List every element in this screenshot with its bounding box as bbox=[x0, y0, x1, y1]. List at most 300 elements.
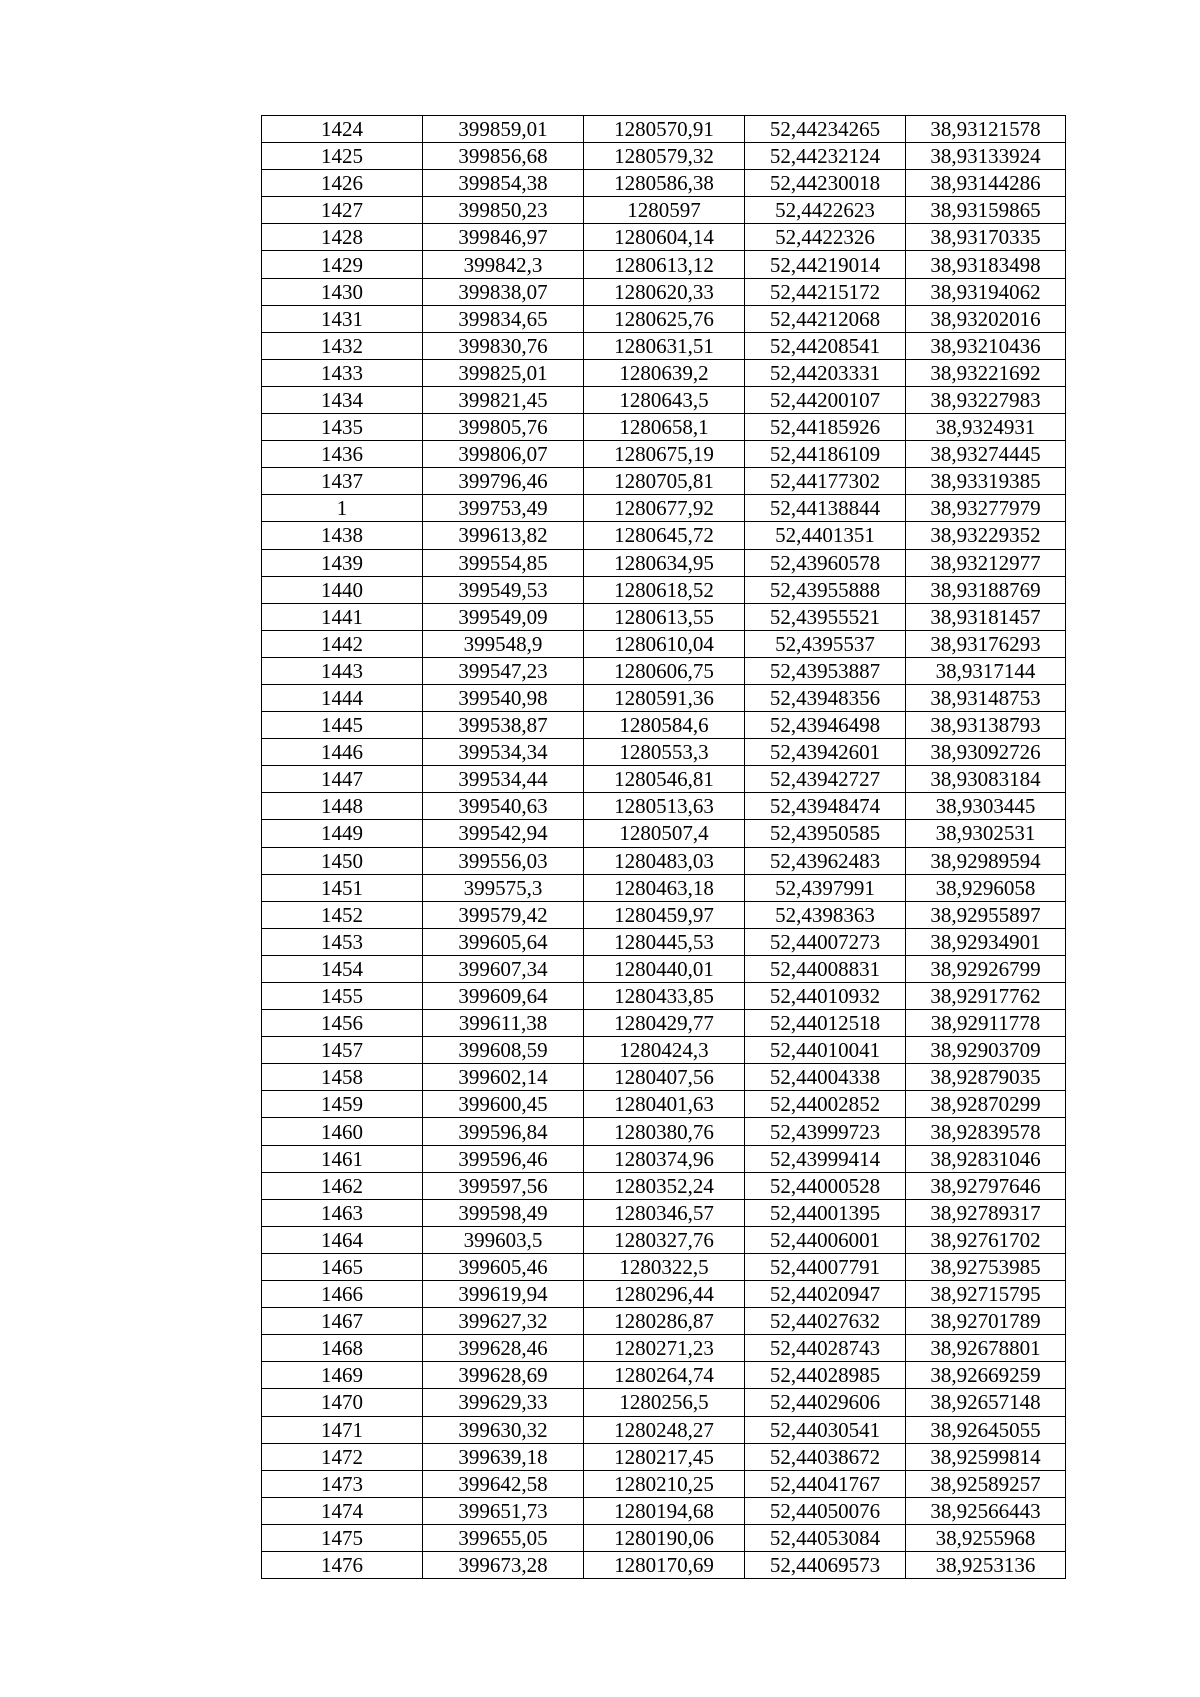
point-number-cell: 1469 bbox=[262, 1362, 423, 1389]
point-number-cell: 1425 bbox=[262, 143, 423, 170]
point-number-cell: 1426 bbox=[262, 170, 423, 197]
table-row bbox=[262, 1524, 1066, 1551]
latitude-cell: 52,44185926 bbox=[745, 414, 906, 441]
y-coordinate-cell: 1280513,63 bbox=[584, 793, 745, 820]
y-coordinate-cell: 1280677,92 bbox=[584, 495, 745, 522]
y-coordinate-cell: 1280606,75 bbox=[584, 657, 745, 684]
table-row bbox=[262, 955, 1066, 982]
longitude-cell: 38,93121578 bbox=[906, 116, 1066, 143]
x-coordinate-cell: 399554,85 bbox=[423, 549, 584, 576]
y-coordinate-cell: 1280507,4 bbox=[584, 820, 745, 847]
longitude-cell: 38,9317144 bbox=[906, 657, 1066, 684]
y-coordinate-cell: 1280463,18 bbox=[584, 874, 745, 901]
y-coordinate-cell: 1280553,3 bbox=[584, 739, 745, 766]
x-coordinate-cell: 399549,53 bbox=[423, 576, 584, 603]
table-row bbox=[262, 983, 1066, 1010]
latitude-cell: 52,44212068 bbox=[745, 305, 906, 332]
table-row bbox=[262, 441, 1066, 468]
longitude-cell: 38,93194062 bbox=[906, 278, 1066, 305]
y-coordinate-cell: 1280264,74 bbox=[584, 1362, 745, 1389]
x-coordinate-cell: 399806,07 bbox=[423, 441, 584, 468]
point-number-cell: 1466 bbox=[262, 1281, 423, 1308]
x-coordinate-cell: 399600,45 bbox=[423, 1091, 584, 1118]
y-coordinate-cell: 1280705,81 bbox=[584, 468, 745, 495]
table-row bbox=[262, 1335, 1066, 1362]
y-coordinate-cell: 1280271,23 bbox=[584, 1335, 745, 1362]
coordinates-table bbox=[261, 115, 1066, 1579]
point-number-cell: 1448 bbox=[262, 793, 423, 820]
longitude-cell: 38,93138793 bbox=[906, 712, 1066, 739]
latitude-cell: 52,44234265 bbox=[745, 116, 906, 143]
y-coordinate-cell: 1280322,5 bbox=[584, 1253, 745, 1280]
point-number-cell: 1471 bbox=[262, 1416, 423, 1443]
x-coordinate-cell: 399598,49 bbox=[423, 1199, 584, 1226]
x-coordinate-cell: 399655,05 bbox=[423, 1524, 584, 1551]
table-row bbox=[262, 1389, 1066, 1416]
point-number-cell: 1429 bbox=[262, 251, 423, 278]
table-row bbox=[262, 522, 1066, 549]
table-row bbox=[262, 874, 1066, 901]
longitude-cell: 38,92831046 bbox=[906, 1145, 1066, 1172]
point-number-cell: 1444 bbox=[262, 684, 423, 711]
y-coordinate-cell: 1280459,97 bbox=[584, 901, 745, 928]
longitude-cell: 38,93092726 bbox=[906, 739, 1066, 766]
table-row bbox=[262, 630, 1066, 657]
latitude-cell: 52,43946498 bbox=[745, 712, 906, 739]
y-coordinate-cell: 1280170,69 bbox=[584, 1551, 745, 1578]
longitude-cell: 38,93188769 bbox=[906, 576, 1066, 603]
y-coordinate-cell: 1280675,19 bbox=[584, 441, 745, 468]
longitude-cell: 38,92989594 bbox=[906, 847, 1066, 874]
latitude-cell: 52,44007273 bbox=[745, 928, 906, 955]
x-coordinate-cell: 399838,07 bbox=[423, 278, 584, 305]
longitude-cell: 38,93202016 bbox=[906, 305, 1066, 332]
longitude-cell: 38,93183498 bbox=[906, 251, 1066, 278]
table-row bbox=[262, 359, 1066, 386]
longitude-cell: 38,92903709 bbox=[906, 1037, 1066, 1064]
point-number-cell: 1475 bbox=[262, 1524, 423, 1551]
x-coordinate-cell: 399596,46 bbox=[423, 1145, 584, 1172]
table-row bbox=[262, 332, 1066, 359]
point-number-cell: 1457 bbox=[262, 1037, 423, 1064]
table-row bbox=[262, 170, 1066, 197]
table-row bbox=[262, 1118, 1066, 1145]
y-coordinate-cell: 1280586,38 bbox=[584, 170, 745, 197]
latitude-cell: 52,44177302 bbox=[745, 468, 906, 495]
longitude-cell: 38,93210436 bbox=[906, 332, 1066, 359]
x-coordinate-cell: 399607,34 bbox=[423, 955, 584, 982]
point-number-cell: 1446 bbox=[262, 739, 423, 766]
x-coordinate-cell: 399605,46 bbox=[423, 1253, 584, 1280]
latitude-cell: 52,4398363 bbox=[745, 901, 906, 928]
x-coordinate-cell: 399856,68 bbox=[423, 143, 584, 170]
point-number-cell: 1465 bbox=[262, 1253, 423, 1280]
point-number-cell: 1454 bbox=[262, 955, 423, 982]
latitude-cell: 52,4395537 bbox=[745, 630, 906, 657]
longitude-cell: 38,92566443 bbox=[906, 1497, 1066, 1524]
longitude-cell: 38,9303445 bbox=[906, 793, 1066, 820]
table-row bbox=[262, 712, 1066, 739]
point-number-cell: 1431 bbox=[262, 305, 423, 332]
longitude-cell: 38,92761702 bbox=[906, 1226, 1066, 1253]
y-coordinate-cell: 1280613,55 bbox=[584, 603, 745, 630]
latitude-cell: 52,44186109 bbox=[745, 441, 906, 468]
y-coordinate-cell: 1280440,01 bbox=[584, 955, 745, 982]
x-coordinate-cell: 399547,23 bbox=[423, 657, 584, 684]
y-coordinate-cell: 1280346,57 bbox=[584, 1199, 745, 1226]
longitude-cell: 38,92715795 bbox=[906, 1281, 1066, 1308]
x-coordinate-cell: 399821,45 bbox=[423, 386, 584, 413]
table-row bbox=[262, 847, 1066, 874]
table-row bbox=[262, 116, 1066, 143]
x-coordinate-cell: 399540,63 bbox=[423, 793, 584, 820]
table-row bbox=[262, 1010, 1066, 1037]
latitude-cell: 52,44069573 bbox=[745, 1551, 906, 1578]
point-number-cell: 1 bbox=[262, 495, 423, 522]
table-row bbox=[262, 603, 1066, 630]
x-coordinate-cell: 399549,09 bbox=[423, 603, 584, 630]
latitude-cell: 52,44215172 bbox=[745, 278, 906, 305]
latitude-cell: 52,43953887 bbox=[745, 657, 906, 684]
point-number-cell: 1473 bbox=[262, 1470, 423, 1497]
x-coordinate-cell: 399830,76 bbox=[423, 332, 584, 359]
point-number-cell: 1436 bbox=[262, 441, 423, 468]
x-coordinate-cell: 399630,32 bbox=[423, 1416, 584, 1443]
point-number-cell: 1445 bbox=[262, 712, 423, 739]
table-row bbox=[262, 1145, 1066, 1172]
latitude-cell: 52,44028743 bbox=[745, 1335, 906, 1362]
point-number-cell: 1458 bbox=[262, 1064, 423, 1091]
point-number-cell: 1452 bbox=[262, 901, 423, 928]
x-coordinate-cell: 399608,59 bbox=[423, 1037, 584, 1064]
table-row bbox=[262, 1497, 1066, 1524]
longitude-cell: 38,92955897 bbox=[906, 901, 1066, 928]
latitude-cell: 52,44008831 bbox=[745, 955, 906, 982]
latitude-cell: 52,44230018 bbox=[745, 170, 906, 197]
x-coordinate-cell: 399619,94 bbox=[423, 1281, 584, 1308]
latitude-cell: 52,4401351 bbox=[745, 522, 906, 549]
point-number-cell: 1459 bbox=[262, 1091, 423, 1118]
x-coordinate-cell: 399834,65 bbox=[423, 305, 584, 332]
point-number-cell: 1470 bbox=[262, 1389, 423, 1416]
longitude-cell: 38,93144286 bbox=[906, 170, 1066, 197]
latitude-cell: 52,43962483 bbox=[745, 847, 906, 874]
y-coordinate-cell: 1280407,56 bbox=[584, 1064, 745, 1091]
table-row bbox=[262, 251, 1066, 278]
table-row bbox=[262, 766, 1066, 793]
point-number-cell: 1456 bbox=[262, 1010, 423, 1037]
latitude-cell: 52,43948474 bbox=[745, 793, 906, 820]
latitude-cell: 52,43960578 bbox=[745, 549, 906, 576]
x-coordinate-cell: 399805,76 bbox=[423, 414, 584, 441]
y-coordinate-cell: 1280194,68 bbox=[584, 1497, 745, 1524]
longitude-cell: 38,92797646 bbox=[906, 1172, 1066, 1199]
table-row bbox=[262, 143, 1066, 170]
point-number-cell: 1460 bbox=[262, 1118, 423, 1145]
latitude-cell: 52,44041767 bbox=[745, 1470, 906, 1497]
table-row bbox=[262, 793, 1066, 820]
table-row bbox=[262, 1470, 1066, 1497]
x-coordinate-cell: 399538,87 bbox=[423, 712, 584, 739]
longitude-cell: 38,93148753 bbox=[906, 684, 1066, 711]
x-coordinate-cell: 399627,32 bbox=[423, 1308, 584, 1335]
x-coordinate-cell: 399534,44 bbox=[423, 766, 584, 793]
point-number-cell: 1435 bbox=[262, 414, 423, 441]
latitude-cell: 52,44200107 bbox=[745, 386, 906, 413]
point-number-cell: 1437 bbox=[262, 468, 423, 495]
latitude-cell: 52,44219014 bbox=[745, 251, 906, 278]
point-number-cell: 1455 bbox=[262, 983, 423, 1010]
y-coordinate-cell: 1280658,1 bbox=[584, 414, 745, 441]
point-number-cell: 1476 bbox=[262, 1551, 423, 1578]
table-row bbox=[262, 224, 1066, 251]
latitude-cell: 52,44020947 bbox=[745, 1281, 906, 1308]
longitude-cell: 38,92657148 bbox=[906, 1389, 1066, 1416]
x-coordinate-cell: 399850,23 bbox=[423, 197, 584, 224]
table-row bbox=[262, 197, 1066, 224]
latitude-cell: 52,44203331 bbox=[745, 359, 906, 386]
longitude-cell: 38,9253136 bbox=[906, 1551, 1066, 1578]
latitude-cell: 52,44138844 bbox=[745, 495, 906, 522]
x-coordinate-cell: 399651,73 bbox=[423, 1497, 584, 1524]
table-row bbox=[262, 1091, 1066, 1118]
point-number-cell: 1449 bbox=[262, 820, 423, 847]
y-coordinate-cell: 1280643,5 bbox=[584, 386, 745, 413]
y-coordinate-cell: 1280190,06 bbox=[584, 1524, 745, 1551]
table-row bbox=[262, 1199, 1066, 1226]
point-number-cell: 1430 bbox=[262, 278, 423, 305]
latitude-cell: 52,4422623 bbox=[745, 197, 906, 224]
point-number-cell: 1438 bbox=[262, 522, 423, 549]
table-row bbox=[262, 1443, 1066, 1470]
longitude-cell: 38,93159865 bbox=[906, 197, 1066, 224]
point-number-cell: 1451 bbox=[262, 874, 423, 901]
y-coordinate-cell: 1280248,27 bbox=[584, 1416, 745, 1443]
x-coordinate-cell: 399642,58 bbox=[423, 1470, 584, 1497]
table-row bbox=[262, 576, 1066, 603]
point-number-cell: 1474 bbox=[262, 1497, 423, 1524]
y-coordinate-cell: 1280579,32 bbox=[584, 143, 745, 170]
latitude-cell: 52,43948356 bbox=[745, 684, 906, 711]
longitude-cell: 38,93274445 bbox=[906, 441, 1066, 468]
table-row bbox=[262, 1551, 1066, 1578]
y-coordinate-cell: 1280327,76 bbox=[584, 1226, 745, 1253]
latitude-cell: 52,44038672 bbox=[745, 1443, 906, 1470]
x-coordinate-cell: 399842,3 bbox=[423, 251, 584, 278]
point-number-cell: 1439 bbox=[262, 549, 423, 576]
point-number-cell: 1427 bbox=[262, 197, 423, 224]
x-coordinate-cell: 399628,46 bbox=[423, 1335, 584, 1362]
longitude-cell: 38,92911778 bbox=[906, 1010, 1066, 1037]
y-coordinate-cell: 1280620,33 bbox=[584, 278, 745, 305]
x-coordinate-cell: 399854,38 bbox=[423, 170, 584, 197]
latitude-cell: 52,44030541 bbox=[745, 1416, 906, 1443]
latitude-cell: 52,44029606 bbox=[745, 1389, 906, 1416]
point-number-cell: 1453 bbox=[262, 928, 423, 955]
y-coordinate-cell: 1280429,77 bbox=[584, 1010, 745, 1037]
latitude-cell: 52,44002852 bbox=[745, 1091, 906, 1118]
point-number-cell: 1433 bbox=[262, 359, 423, 386]
x-coordinate-cell: 399673,28 bbox=[423, 1551, 584, 1578]
latitude-cell: 52,44050076 bbox=[745, 1497, 906, 1524]
longitude-cell: 38,92839578 bbox=[906, 1118, 1066, 1145]
longitude-cell: 38,92926799 bbox=[906, 955, 1066, 982]
y-coordinate-cell: 1280483,03 bbox=[584, 847, 745, 874]
longitude-cell: 38,92645055 bbox=[906, 1416, 1066, 1443]
longitude-cell: 38,9302531 bbox=[906, 820, 1066, 847]
latitude-cell: 52,44028985 bbox=[745, 1362, 906, 1389]
y-coordinate-cell: 1280380,76 bbox=[584, 1118, 745, 1145]
y-coordinate-cell: 1280546,81 bbox=[584, 766, 745, 793]
latitude-cell: 52,43955888 bbox=[745, 576, 906, 603]
y-coordinate-cell: 1280584,6 bbox=[584, 712, 745, 739]
longitude-cell: 38,93227983 bbox=[906, 386, 1066, 413]
point-number-cell: 1440 bbox=[262, 576, 423, 603]
x-coordinate-cell: 399628,69 bbox=[423, 1362, 584, 1389]
point-number-cell: 1432 bbox=[262, 332, 423, 359]
latitude-cell: 52,44053084 bbox=[745, 1524, 906, 1551]
longitude-cell: 38,93229352 bbox=[906, 522, 1066, 549]
latitude-cell: 52,44012518 bbox=[745, 1010, 906, 1037]
table-row bbox=[262, 305, 1066, 332]
x-coordinate-cell: 399540,98 bbox=[423, 684, 584, 711]
y-coordinate-cell: 1280591,36 bbox=[584, 684, 745, 711]
y-coordinate-cell: 1280634,95 bbox=[584, 549, 745, 576]
x-coordinate-cell: 399605,64 bbox=[423, 928, 584, 955]
y-coordinate-cell: 1280445,53 bbox=[584, 928, 745, 955]
longitude-cell: 38,92917762 bbox=[906, 983, 1066, 1010]
x-coordinate-cell: 399603,5 bbox=[423, 1226, 584, 1253]
y-coordinate-cell: 1280256,5 bbox=[584, 1389, 745, 1416]
y-coordinate-cell: 1280625,76 bbox=[584, 305, 745, 332]
latitude-cell: 52,43942601 bbox=[745, 739, 906, 766]
longitude-cell: 38,92678801 bbox=[906, 1335, 1066, 1362]
table-row bbox=[262, 1362, 1066, 1389]
latitude-cell: 52,43942727 bbox=[745, 766, 906, 793]
table-row bbox=[262, 1172, 1066, 1199]
latitude-cell: 52,4422326 bbox=[745, 224, 906, 251]
point-number-cell: 1467 bbox=[262, 1308, 423, 1335]
point-number-cell: 1464 bbox=[262, 1226, 423, 1253]
point-number-cell: 1450 bbox=[262, 847, 423, 874]
point-number-cell: 1428 bbox=[262, 224, 423, 251]
y-coordinate-cell: 1280296,44 bbox=[584, 1281, 745, 1308]
longitude-cell: 38,93221692 bbox=[906, 359, 1066, 386]
longitude-cell: 38,93277979 bbox=[906, 495, 1066, 522]
table-row bbox=[262, 414, 1066, 441]
point-number-cell: 1472 bbox=[262, 1443, 423, 1470]
latitude-cell: 52,44004338 bbox=[745, 1064, 906, 1091]
table-row bbox=[262, 468, 1066, 495]
point-number-cell: 1463 bbox=[262, 1199, 423, 1226]
y-coordinate-cell: 1280613,12 bbox=[584, 251, 745, 278]
table-row bbox=[262, 495, 1066, 522]
longitude-cell: 38,93133924 bbox=[906, 143, 1066, 170]
latitude-cell: 52,44006001 bbox=[745, 1226, 906, 1253]
point-number-cell: 1462 bbox=[262, 1172, 423, 1199]
x-coordinate-cell: 399613,82 bbox=[423, 522, 584, 549]
coordinates-table-body bbox=[262, 116, 1066, 1579]
latitude-cell: 52,43955521 bbox=[745, 603, 906, 630]
y-coordinate-cell: 1280639,2 bbox=[584, 359, 745, 386]
point-number-cell: 1441 bbox=[262, 603, 423, 630]
latitude-cell: 52,44010932 bbox=[745, 983, 906, 1010]
x-coordinate-cell: 399602,14 bbox=[423, 1064, 584, 1091]
x-coordinate-cell: 399825,01 bbox=[423, 359, 584, 386]
longitude-cell: 38,92669259 bbox=[906, 1362, 1066, 1389]
latitude-cell: 52,44007791 bbox=[745, 1253, 906, 1280]
longitude-cell: 38,93170335 bbox=[906, 224, 1066, 251]
longitude-cell: 38,93083184 bbox=[906, 766, 1066, 793]
point-number-cell: 1443 bbox=[262, 657, 423, 684]
point-number-cell: 1461 bbox=[262, 1145, 423, 1172]
table-row bbox=[262, 386, 1066, 413]
table-row bbox=[262, 1253, 1066, 1280]
y-coordinate-cell: 1280374,96 bbox=[584, 1145, 745, 1172]
latitude-cell: 52,44001395 bbox=[745, 1199, 906, 1226]
point-number-cell: 1442 bbox=[262, 630, 423, 657]
longitude-cell: 38,93212977 bbox=[906, 549, 1066, 576]
latitude-cell: 52,44208541 bbox=[745, 332, 906, 359]
longitude-cell: 38,92701789 bbox=[906, 1308, 1066, 1335]
longitude-cell: 38,9255968 bbox=[906, 1524, 1066, 1551]
y-coordinate-cell: 1280433,85 bbox=[584, 983, 745, 1010]
x-coordinate-cell: 399542,94 bbox=[423, 820, 584, 847]
y-coordinate-cell: 1280217,45 bbox=[584, 1443, 745, 1470]
y-coordinate-cell: 1280401,63 bbox=[584, 1091, 745, 1118]
latitude-cell: 52,44010041 bbox=[745, 1037, 906, 1064]
latitude-cell: 52,43999414 bbox=[745, 1145, 906, 1172]
point-number-cell: 1447 bbox=[262, 766, 423, 793]
y-coordinate-cell: 1280570,91 bbox=[584, 116, 745, 143]
longitude-cell: 38,92753985 bbox=[906, 1253, 1066, 1280]
x-coordinate-cell: 399597,56 bbox=[423, 1172, 584, 1199]
x-coordinate-cell: 399611,38 bbox=[423, 1010, 584, 1037]
table-row bbox=[262, 1416, 1066, 1443]
point-number-cell: 1468 bbox=[262, 1335, 423, 1362]
longitude-cell: 38,92870299 bbox=[906, 1091, 1066, 1118]
y-coordinate-cell: 1280610,04 bbox=[584, 630, 745, 657]
table-row bbox=[262, 928, 1066, 955]
table-row bbox=[262, 901, 1066, 928]
y-coordinate-cell: 1280631,51 bbox=[584, 332, 745, 359]
x-coordinate-cell: 399556,03 bbox=[423, 847, 584, 874]
latitude-cell: 52,43950585 bbox=[745, 820, 906, 847]
latitude-cell: 52,44027632 bbox=[745, 1308, 906, 1335]
x-coordinate-cell: 399796,46 bbox=[423, 468, 584, 495]
x-coordinate-cell: 399639,18 bbox=[423, 1443, 584, 1470]
longitude-cell: 38,9324931 bbox=[906, 414, 1066, 441]
latitude-cell: 52,43999723 bbox=[745, 1118, 906, 1145]
x-coordinate-cell: 399629,33 bbox=[423, 1389, 584, 1416]
longitude-cell: 38,92589257 bbox=[906, 1470, 1066, 1497]
y-coordinate-cell: 1280618,52 bbox=[584, 576, 745, 603]
table-row bbox=[262, 739, 1066, 766]
y-coordinate-cell: 1280645,72 bbox=[584, 522, 745, 549]
x-coordinate-cell: 399609,64 bbox=[423, 983, 584, 1010]
y-coordinate-cell: 1280424,3 bbox=[584, 1037, 745, 1064]
table-row bbox=[262, 1226, 1066, 1253]
point-number-cell: 1424 bbox=[262, 116, 423, 143]
longitude-cell: 38,9296058 bbox=[906, 874, 1066, 901]
table-row bbox=[262, 1037, 1066, 1064]
longitude-cell: 38,92879035 bbox=[906, 1064, 1066, 1091]
longitude-cell: 38,93181457 bbox=[906, 603, 1066, 630]
point-number-cell: 1434 bbox=[262, 386, 423, 413]
longitude-cell: 38,92599814 bbox=[906, 1443, 1066, 1470]
table-row bbox=[262, 1064, 1066, 1091]
x-coordinate-cell: 399753,49 bbox=[423, 495, 584, 522]
